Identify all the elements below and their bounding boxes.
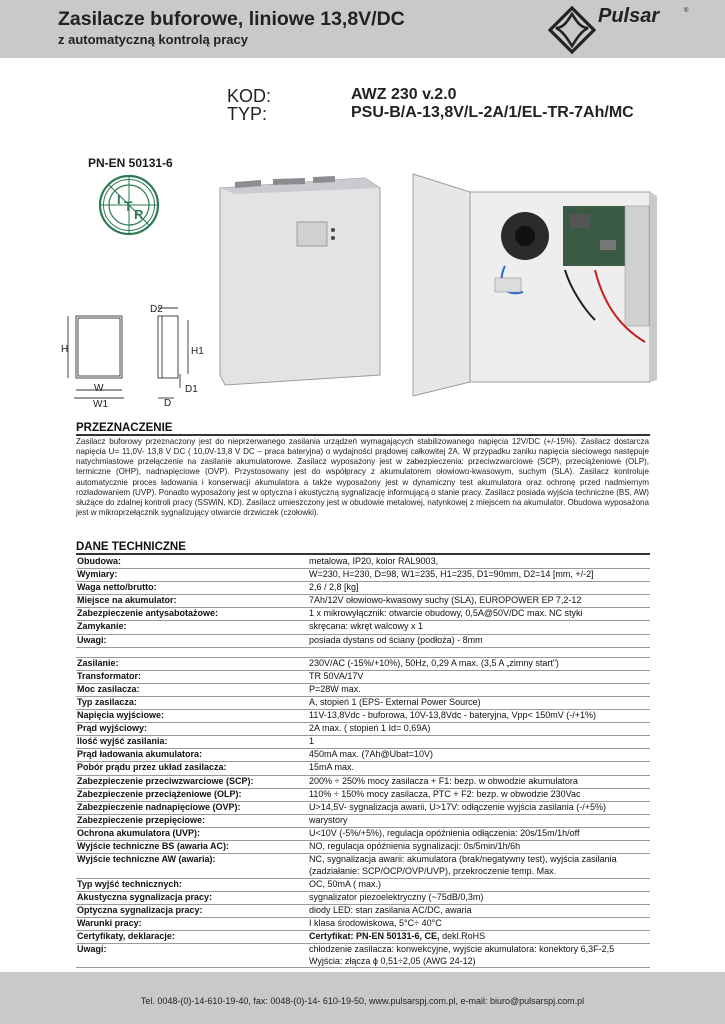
- table-row: [76, 647, 650, 657]
- table-row: [76, 762, 650, 775]
- dim-label-d: D: [164, 398, 172, 409]
- spec-label: Prąd wyjściowy:: [76, 723, 309, 736]
- spec-label: Uwagi:: [76, 634, 309, 647]
- spec-label: Waga netto/brutto:: [76, 582, 309, 595]
- table-row: [76, 775, 650, 788]
- spec-value: 200% ÷ 250% mocy zasilacza + F1: bezp. w obwodzie akumulatora: [309, 775, 650, 788]
- dimensions-drawing: [58, 302, 208, 414]
- spec-value-line: Wyjścia: złącza ϕ 0,51÷2,05 (AWG 24-12): [309, 955, 476, 966]
- table-row: [76, 788, 650, 801]
- spec-value: 15mA max.: [309, 762, 650, 775]
- spec-value: 7Ah/12V ołowiowo-kwasowy suchy (SLA), EUROPOWER EP 7,2-12: [309, 595, 650, 608]
- spec-value-line: (zadziałanie: SCP/OCP/OVP/UVP), przekroczenie temp. Max.: [309, 865, 557, 876]
- spec-label: Ochrona akumulatora (UVP):: [76, 827, 309, 840]
- spec-label: Moc zasilacza:: [76, 683, 309, 696]
- spec-value: sygnalizator piezoelektryczny (~75dB/0,3m): [309, 891, 650, 904]
- spec-value-line: NC, sygnalizacja awarii: akumulatora (brak/negatywny test), wyjścia zasilania: [309, 854, 617, 865]
- tech-heading: DANE TECHNICZNE: [76, 541, 186, 553]
- table-row: [76, 710, 650, 723]
- spec-value: [309, 647, 650, 657]
- table-row: [76, 736, 650, 749]
- kod-value: AWZ 230 v.2.0: [351, 86, 457, 103]
- table-row: [76, 621, 650, 634]
- dim-label-w: W: [94, 383, 104, 394]
- product-photo: [205, 170, 675, 398]
- spec-label: Akustyczna sygnalizacja pracy:: [76, 891, 309, 904]
- spec-value: P=28W max.: [309, 683, 650, 696]
- table-row: [76, 814, 650, 827]
- table-row: [76, 840, 650, 853]
- table-row: [76, 582, 650, 595]
- spec-value-line: chłodzenie zasilacza: konwekcyjne, wyjście akumulatora: konektory 6,3F-2,5: [309, 944, 615, 955]
- spec-label: Obudowa:: [76, 556, 309, 569]
- table-row: [76, 930, 650, 943]
- table-row: [76, 801, 650, 814]
- dim-label-w1: W1: [93, 399, 108, 410]
- spec-label: Optyczna sygnalizacja pracy:: [76, 904, 309, 917]
- table-row: [76, 569, 650, 582]
- spec-value: 2,6 / 2,8 [kg]: [309, 582, 650, 595]
- spec-label: Prąd ładowania akumulatora:: [76, 749, 309, 762]
- table-row: [76, 556, 650, 569]
- table-row: [76, 904, 650, 917]
- itr-certification-logo: [98, 174, 160, 236]
- spec-value: TR 50VA/17V: [309, 670, 650, 683]
- spec-label: Ilość wyjść zasilania:: [76, 736, 309, 749]
- spec-label: Typ wyjść technicznych:: [76, 878, 309, 891]
- spec-value: OC, 50mA ( max.): [309, 878, 650, 891]
- table-row: [76, 878, 650, 891]
- spec-value: 1 x mikrowyłącznik: otwarcie obudowy, 0,5A@50V/DC max. NC styki: [309, 608, 650, 621]
- spec-label: [76, 647, 309, 657]
- spec-value: posiada dystans od ściany (podłoża) - 8mm: [309, 634, 650, 647]
- brand-name: Pulsar: [598, 5, 660, 27]
- kod-label: KOD:: [227, 86, 272, 106]
- spec-label: Napięcia wyjściowe:: [76, 710, 309, 723]
- table-row: [76, 917, 650, 930]
- tech-table: [76, 556, 650, 968]
- spec-value: 230V/AC (-15%/+10%), 50Hz, 0,29 A max. (3,5 A „zimny start”): [309, 657, 650, 670]
- dim-label-d2: D2: [150, 304, 163, 315]
- spec-label: Zabezpieczenie antysabotażowe:: [76, 608, 309, 621]
- table-row: [76, 891, 650, 904]
- table-row: [76, 634, 650, 647]
- typ-value: PSU-B/A-13,8V/L-2A/1/EL-TR-7Ah/MC: [351, 104, 634, 121]
- itr-letter-t: T: [124, 198, 133, 214]
- spec-label: Warunki pracy:: [76, 917, 309, 930]
- spec-value: 11V-13,8Vdc - buforowa, 10V-13,8Vdc - bateryjna, Vpp< 150mV (-/+1%): [309, 710, 650, 723]
- spec-value: [309, 930, 650, 943]
- table-row: [76, 696, 650, 709]
- footer-contact: Tel. 0048-(0)-14-610-19-40, fax: 0048-(0)-14- 610-19-50, www.pulsarspj.com.pl, e-mail: biuro@pulsarspj.com.pl: [140, 996, 585, 1006]
- spec-label: Zabezpieczenie przepięciowe:: [76, 814, 309, 827]
- table-row: [76, 723, 650, 736]
- table-row: [76, 827, 650, 840]
- spec-label: Miejsce na akumulator:: [76, 595, 309, 608]
- spec-label: Zasilanie:: [76, 657, 309, 670]
- spec-value: I klasa środowiskowa, 5°C÷ 40°C: [309, 917, 650, 930]
- page-subtitle: z automatyczną kontrolą pracy: [58, 32, 248, 47]
- spec-label: Zabezpieczenie nadnapięciowe (OVP):: [76, 801, 309, 814]
- spec-value: [309, 854, 650, 879]
- spec-label: Wyjście techniczne BS (awaria AC):: [76, 840, 309, 853]
- spec-value: [309, 944, 650, 968]
- spec-value: diody LED: stan zasilania AC/DC, awaria: [309, 904, 650, 917]
- purpose-rule: [76, 434, 650, 436]
- spec-label: Uwagi:: [76, 944, 309, 968]
- spec-value: metalowa, IP20, kolor RAL9003,: [309, 556, 650, 569]
- purpose-text: Zasilacz buforowy przeznaczony jest do nieprzerwanego zasilania urządzeń wymagających stabilizowanego napięcia 12V/DC (+/-15%). Zasilacz dostarcza napięcia U= 11,0V- 13,8 V DC ( 10,0V-13,8 V DC – praca bateryjna) o wydajności prądowej całkowitej 2A. W przypadku zaniku napięcia sieciowego następuje natychmiastowe przełączenie na zasilanie akumulatorowe. Zasilacz wyposażony jest w zabezpieczenia: przeciwzwarciowe (SCP), przeciążeniowe (OLP), termiczne (OHP), nadnapięciowe (OVP). Przystosowany jest do współpracy z akumulatorem ołowiowo-kwasowym, suchym (SLA). Zasilacz kontroluje automatycznie proces ładowania i konserwacji akumulatora a także wyposażony jest w dynamiczny test akumulatora oraz ochronę przed nadmiernym rozładowaniem (UVP). Ponadto wyposażony jest w optyczna i akustyczną sygnalizację informującą o stanie pracy. Zasilacz posiada wyjścia techniczne (BS, AW) służące do zdalnej kontroli pracy (SSWiN, KD). Zasilacz umieszczony jest w obudowie metalowej, natynkowej z miejscem na akumulator. Obudowa wyposażona jest w mikroprzełącznik sygnalizujący otwarcie drzwiczek (czołowki).: [76, 437, 649, 518]
- spec-value: 2A max. ( stopień 1 Id= 0,69A): [309, 723, 650, 736]
- spec-label: Typ zasilacza:: [76, 696, 309, 709]
- spec-label: Transformator:: [76, 670, 309, 683]
- spec-value: 450mA max. (7Ah@Ubat=10V): [309, 749, 650, 762]
- spec-label: Zamykanie:: [76, 621, 309, 634]
- itr-letter-i: I: [117, 192, 121, 207]
- spec-value: NO, regulacja opóźnienia sygnalizacji: 0s/5min/1h/6h: [309, 840, 650, 853]
- table-row: [76, 657, 650, 670]
- spec-label: Pobór prądu przez układ zasilacza:: [76, 762, 309, 775]
- spec-label: Wyjście techniczne AW (awaria):: [76, 854, 309, 879]
- spec-label: Zabezpieczenie przeciążeniowe (OLP):: [76, 788, 309, 801]
- registered-mark: ®: [684, 8, 689, 14]
- table-row: [76, 749, 650, 762]
- spec-value: warystory: [309, 814, 650, 827]
- table-row: [76, 670, 650, 683]
- page-title: Zasilacze buforowe, liniowe 13,8V/DC: [58, 8, 405, 30]
- table-row: [76, 608, 650, 621]
- dim-label-h: H: [61, 344, 69, 355]
- spec-value: A, stopień 1 (EPS- External Power Source): [309, 696, 650, 709]
- spec-label: Zabezpieczenie przeciwzwarciowe (SCP):: [76, 775, 309, 788]
- tech-rule: [76, 553, 650, 555]
- spec-value: W=230, H=230, D=98, W1=235, H1=235, D1=90mm, D2=14 [mm, +/-2]: [309, 569, 650, 582]
- norm-label: PN-EN 50131-6: [88, 156, 173, 170]
- cert-rest: dekl.RoHS: [442, 930, 486, 941]
- purpose-heading: PRZEZNACZENIE: [76, 422, 173, 434]
- spec-value: 1: [309, 736, 650, 749]
- table-row: [76, 683, 650, 696]
- table-row: [76, 595, 650, 608]
- table-row: [76, 854, 650, 879]
- cert-bold: Certyfikat: PN-EN 50131-6, CE,: [309, 930, 440, 941]
- dim-label-d1: D1: [185, 384, 198, 395]
- spec-label: Certyfikaty, deklaracje:: [76, 930, 309, 943]
- spec-value: skręcana: wkręt walcowy x 1: [309, 621, 650, 634]
- spec-value: U<10V (-5%/+5%), regulacja opóźnienia odłączenia: 20s/15m/1h/off: [309, 827, 650, 840]
- typ-label: TYP:: [227, 104, 268, 124]
- spec-value: 110% ÷ 150% mocy zasilacza, PTC + F2: bezp. w obwodzie 230Vac: [309, 788, 650, 801]
- table-row: [76, 944, 650, 968]
- dim-label-h1: H1: [191, 346, 204, 357]
- itr-letter-r: R: [134, 207, 144, 222]
- spec-label: Wymiary:: [76, 569, 309, 582]
- spec-value: U>14,5V- sygnalizacja awarii, U>17V: odłączenie wyjścia zasilania (-/+5%): [309, 801, 650, 814]
